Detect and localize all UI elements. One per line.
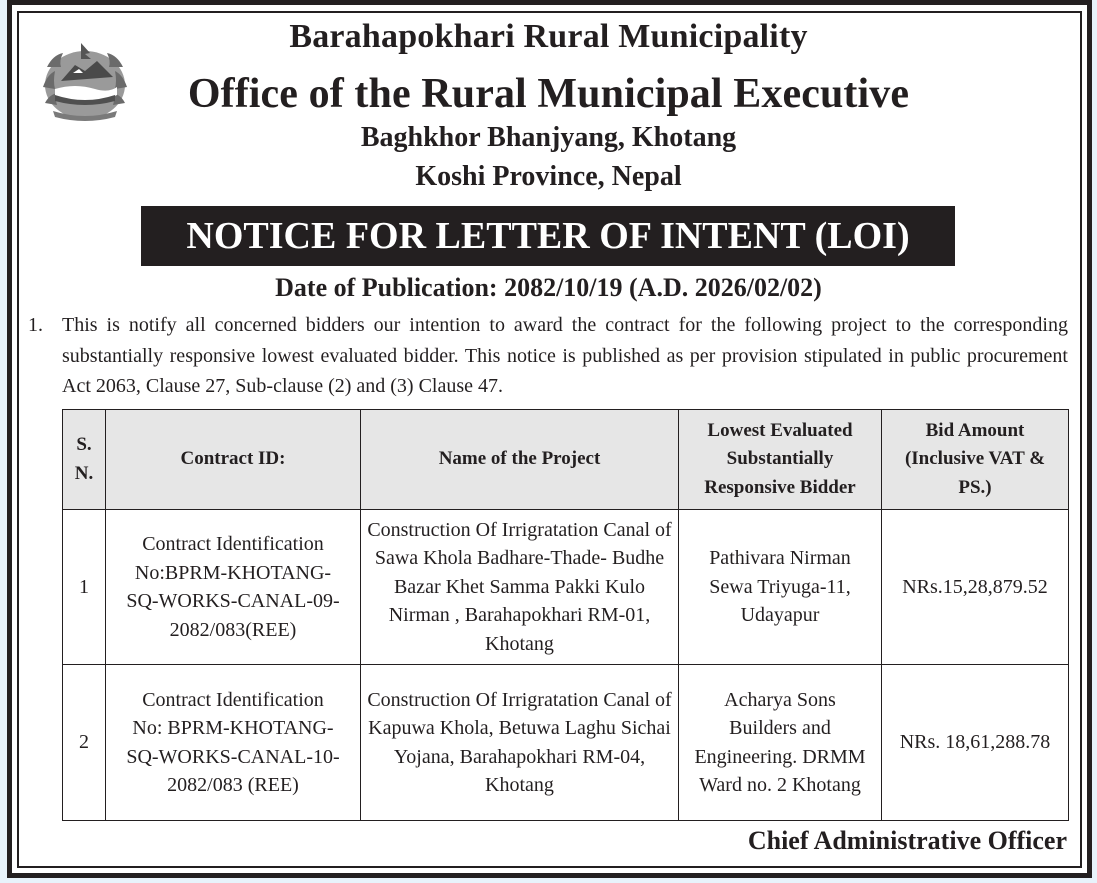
cell-contract-id: Contract Identification No:BPRM-KHOTANG-SQ-WORKS-CANAL-09-2082/083(REE)	[106, 510, 361, 665]
office-name: Office of the Rural Municipal Executive	[187, 71, 910, 117]
address-line-1: Baghkhor Bhanjyang, Khotang	[360, 122, 737, 153]
item-number: 1.	[28, 314, 43, 336]
cell-bidder: Pathivara Nirman Sewa Triyuga-11, Udayapur	[679, 510, 882, 665]
table-row	[63, 665, 1069, 821]
publication-date: Date of Publication: 2082/10/19 (A.D. 2026/02/02)	[275, 273, 822, 302]
header-bidder: Lowest Evaluated Substantially Responsive Bidder	[679, 410, 882, 510]
signatory-title: Chief Administrative Officer	[747, 826, 1067, 855]
cell-amount: NRs. 18,61,288.78	[882, 665, 1069, 821]
table-header-row	[63, 410, 1069, 510]
cell-amount: NRs.15,28,879.52	[882, 510, 1069, 665]
header-contract-id: Contract ID:	[106, 410, 361, 510]
cell-sn: 1	[63, 510, 106, 665]
cell-project: Construction Of Irrigratation Canal of Kapuwa Khola, Betuwa Laghu Sichai Yojana, Barahapokhari RM-04, Khotang	[361, 665, 679, 821]
table-row	[63, 510, 1069, 665]
notice-title-banner: NOTICE FOR LETTER OF INTENT (LOI)	[141, 206, 955, 266]
cell-bidder: Acharya Sons Builders and Engineering. DRMM Ward no. 2 Khotang	[679, 665, 882, 821]
header-sn: S. N.	[63, 410, 106, 510]
notice-paragraph	[28, 310, 1068, 402]
address-line-2: Koshi Province, Nepal	[415, 161, 682, 192]
header-project: Name of the Project	[361, 410, 679, 510]
loi-table	[62, 409, 1069, 821]
cell-project: Construction Of Irrigratation Canal of Sawa Khola Badhare-Thade- Budhe Bazar Khet Samma Pakki Kulo Nirman , Barahapokhari RM-01, Khotang	[361, 510, 679, 665]
cell-sn: 2	[63, 665, 106, 821]
header-amount: Bid Amount (Inclusive VAT & PS.)	[882, 410, 1069, 510]
municipality-name: Barahapokhari Rural Municipality	[289, 18, 808, 55]
notice-body-text: This is notify all concerned bidders our intention to award the contract for the following project to the corresponding substantially responsive lowest evaluated bidder. This notice is published as per provision stipulated in public procurement Act 2063, Clause 27, Sub-clause (2) and (3) Clause 47.	[62, 314, 1068, 397]
cell-contract-id: Contract Identification No: BPRM-KHOTANG-SQ-WORKS-CANAL-10-2082/083 (REE)	[106, 665, 361, 821]
